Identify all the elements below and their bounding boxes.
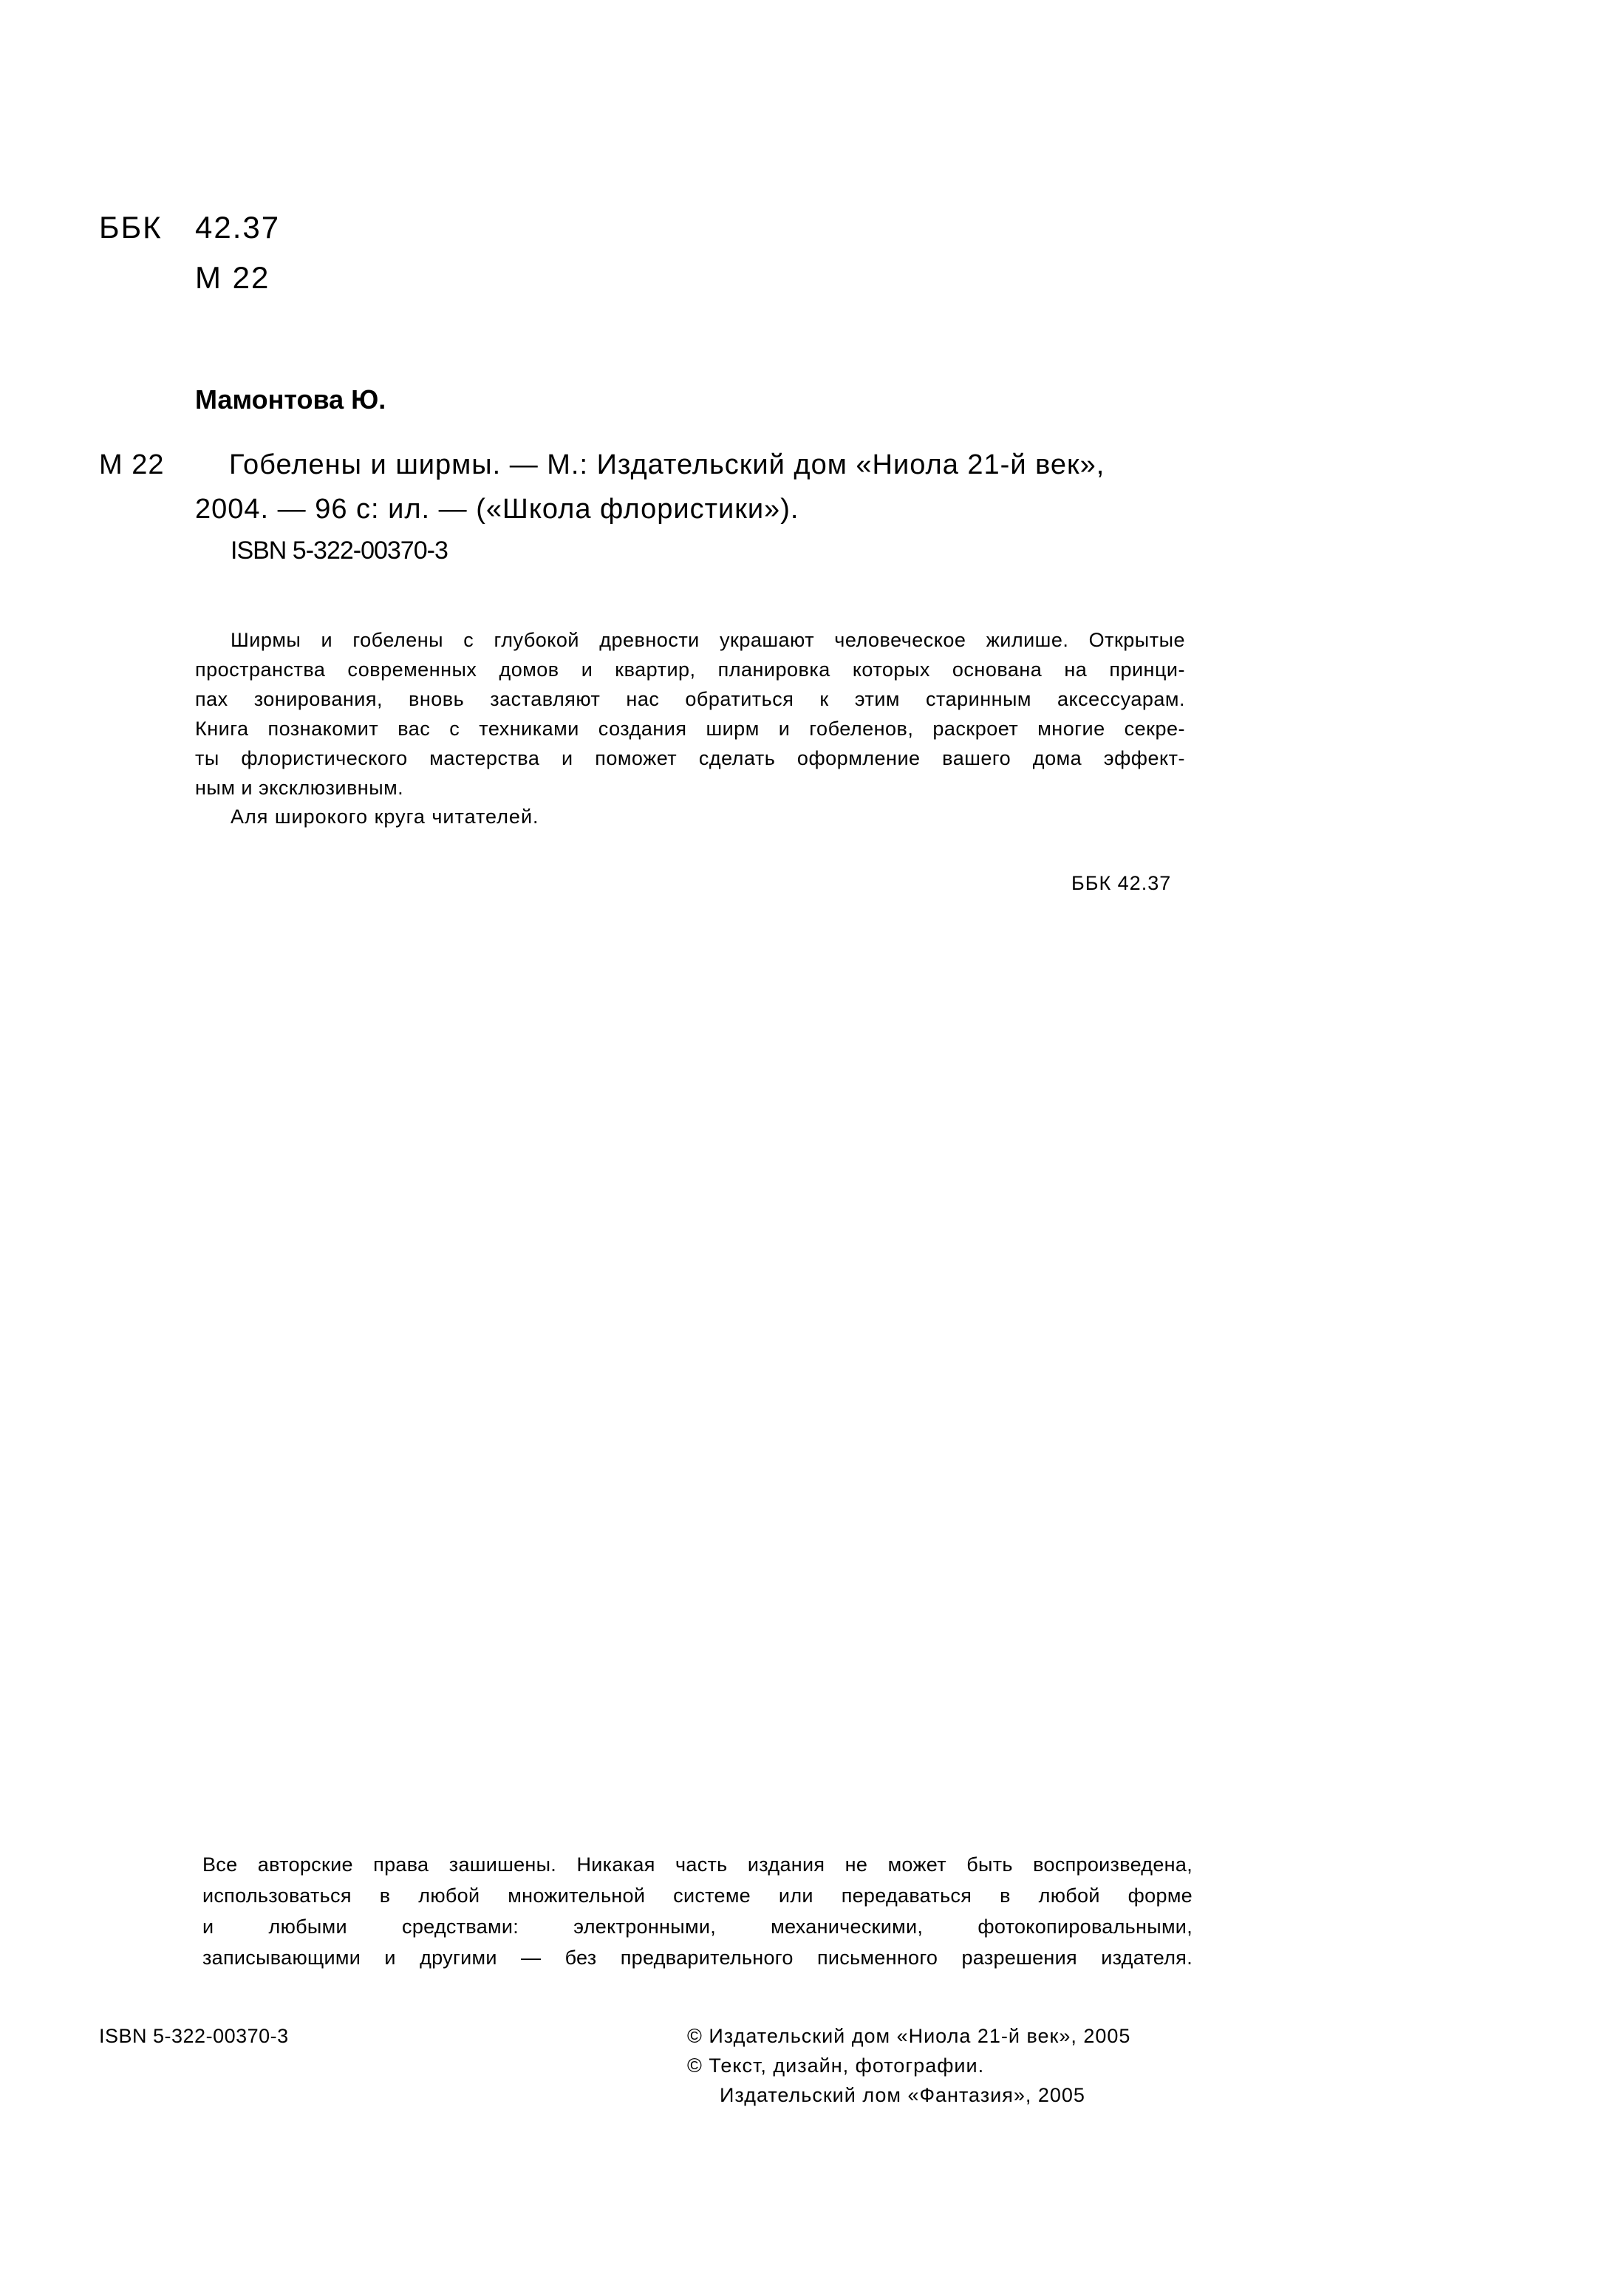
copyright-line: Издательский лом «Фантазия», 2005: [720, 2084, 1085, 2106]
annotation-line: Ширмы и гобелены с глубокой древности украшают человеческое жилише. Открытые: [231, 629, 1185, 651]
bbk-label: ББК: [99, 210, 163, 245]
annotation-line: ты флористического мастерства и поможет сделать оформление вашего дома эффект-: [195, 747, 1185, 769]
bbk-code: 42.37: [195, 210, 281, 245]
entry-title-line: Гобелены и ширмы. — М.: Издательский дом «Ниола 21-й век»,: [229, 449, 1105, 480]
footer-isbn: ISBN 5-322-00370-3: [99, 2025, 289, 2047]
bbk-bottom: ББК 42.37: [1071, 872, 1172, 894]
annotation-line: Книга познакомит вас с техниками создания ширм и гобеленов, раскроет многие секре-: [195, 718, 1185, 740]
rights-line: и любыми средствами: электронными, механическими, фотокопировальными,: [202, 1916, 1193, 1938]
entry-isbn: ISBN 5-322-00370-3: [231, 537, 448, 565]
entry-author-code: М 22: [99, 449, 165, 480]
entry-publication-line: 2004. — 96 с: ил. — («Школа флористики»).: [195, 494, 799, 525]
annotation-line: пах зонирования, вновь заставляют нас обратиться к этим старинным аксессуарам.: [195, 688, 1185, 710]
rights-line: использоваться в любой множительной системе или передаваться в любой форме: [202, 1884, 1193, 1907]
rights-line: Все авторские права зашишены. Никакая часть издания не может быть воспроизведена,: [202, 1853, 1193, 1876]
copyright-line: © Издательский дом «Ниола 21-й век», 2005: [687, 2025, 1131, 2047]
author-code: М 22: [195, 260, 270, 295]
author-name: Мамонтова Ю.: [195, 384, 386, 415]
annotation-audience: Аля широкого круга читателей.: [231, 806, 539, 828]
annotation-line: пространства современных домов и квартир, планировка которых основана на принци-: [195, 658, 1185, 681]
rights-line: записывающими и другими — без предварительного письменного разрешения издателя.: [202, 1947, 1193, 1969]
copyright-line: © Текст, дизайн, фотографии.: [687, 2054, 985, 2077]
annotation-line: ным и эксклюзивным.: [195, 777, 404, 799]
